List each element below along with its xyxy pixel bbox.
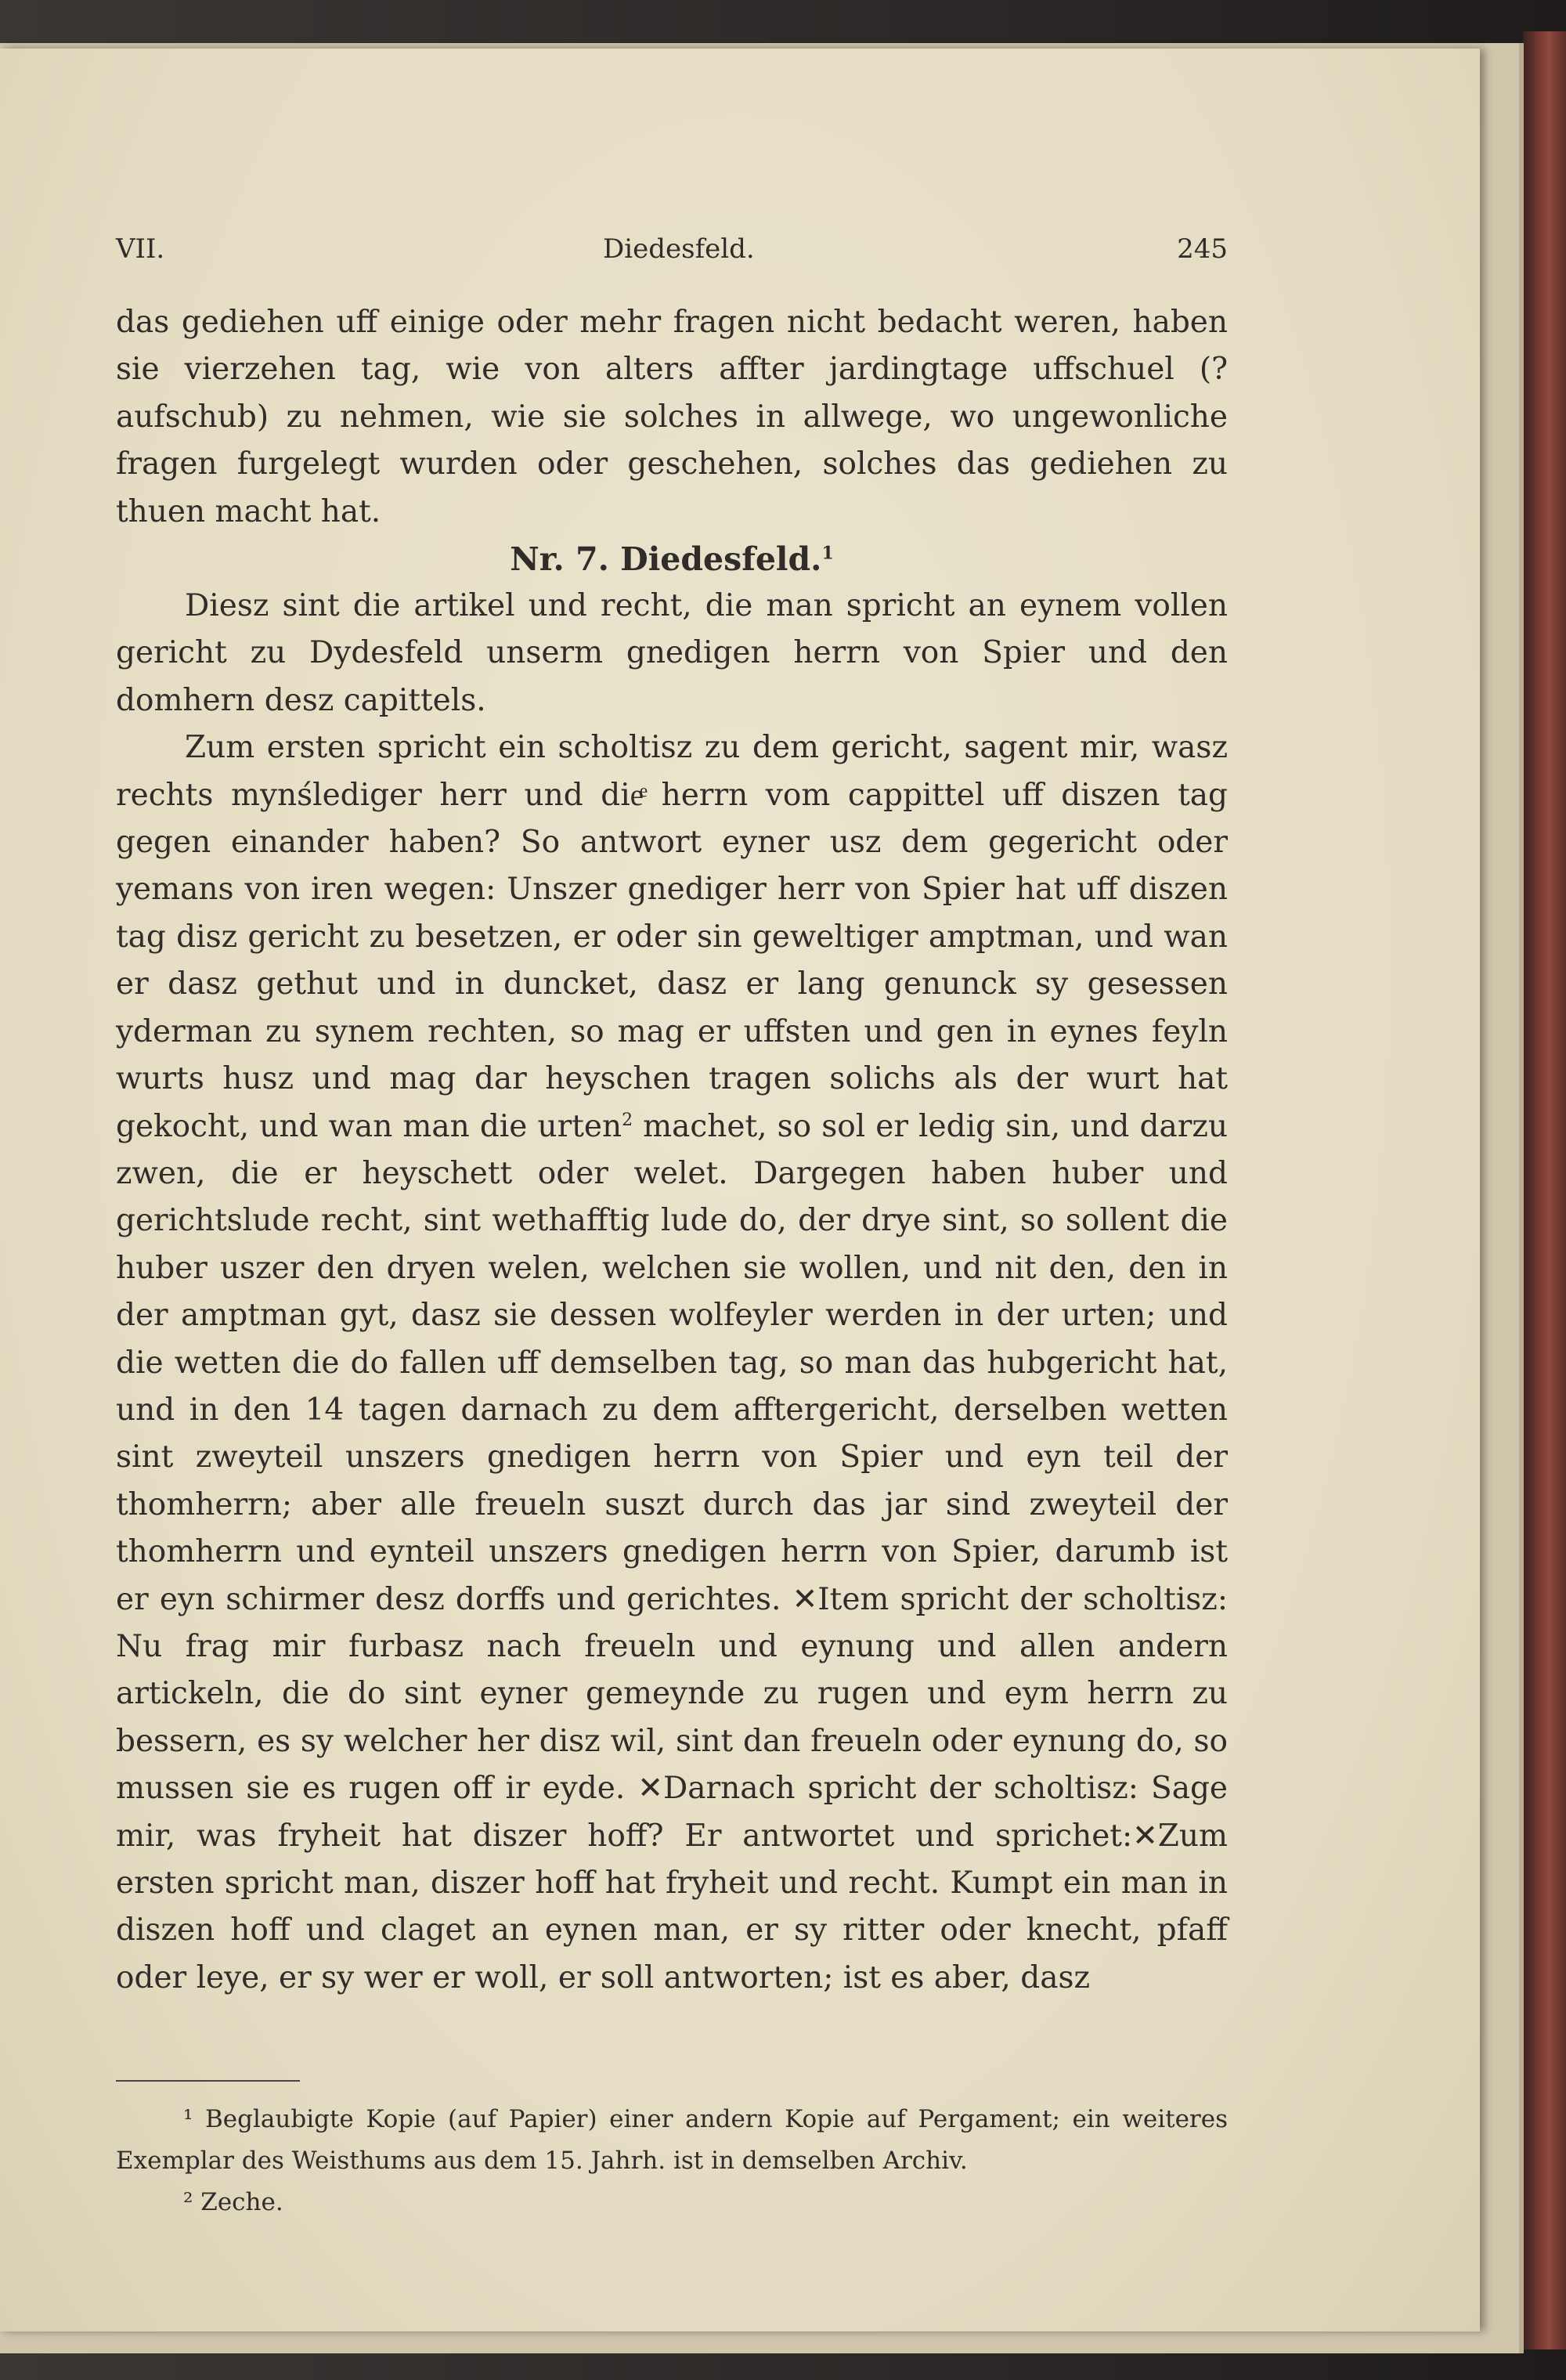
paragraph-intro: Diesz sint die artikel und recht, die man spricht an eynem vollen gericht zu Dydesfeld unserm gnedigen herrn von Spier und den domhern desz capittels. [116,588,1228,718]
footnote-ref-2: 2 [622,1110,633,1130]
running-title: Diedesfeld. [603,233,755,265]
footnote-1: ¹ Beglaubigte Kopie (auf Papier) einer andern Kopie auf Pergament; ein weiteres Exemplar des Weisthums aus dem 15. Jahrh. ist in demselben Archiv. [116,2105,1228,2175]
footnotes [116,2099,1228,2223]
paragraph-articles [116,724,1228,2002]
paragraph-articles-part-a: Zum ersten spricht ein scholtisz zu dem gericht, sagent mir, wasz rechts mynślediger herr und dieͤ herrn vom cappittel uff diszen tag gegen einander haben? So antwort eyner usz dem gegericht oder yemans von iren wegen: Unszer gnediger herr von Spier hat uff diszen tag disz gericht zu besetzen, er oder sin geweltiger amptman, und wan er dasz gethut und in duncket, dasz er lang genunck sy gesessen yderman zu synem rechten, so mag er uffsten und gen in eynes feyln wurts husz und mag dar heyschen tragen solichs als der wurt hat gekocht, und wan man die urten [116,730,1228,1144]
book-cover-edge [1523,31,1566,2349]
paragraph-continuation: das gediehen uff einige oder mehr fragen nicht bedacht weren, haben sie vierzehen tag, wie von alters affter jardingtage uffschuel (? aufschub) zu nehmen, wie sie solches in allwege, wo ungewonliche fragen furgelegt wurden oder geschehen, solches das gediehen zu thuen macht hat. [116,305,1228,529]
footnote-ref-1: 1 [821,543,834,564]
running-header [116,233,1228,280]
footnote-divider [116,2080,300,2082]
section-heading-text: Nr. 7. Diedesfeld. [510,540,822,579]
paragraph-articles-part-b: machet, so sol er ledig sin, und darzu zwen, die er heyschett oder welet. Dargegen haben huber und gerichtslude recht, sint wethafftig lude do, der drye sint, so sollent die huber uszer den dryen welen, welchen sie wollen, und nit den, den in der amptman gyt, dasz sie dessen wolfeyler werden in der urten; und die wetten die do fallen uff demselben tag, so man das hubgericht hat, und in den 14 tagen darnach zu dem afftergericht, derselben wetten sint zweyteil unszers gnedigen herrn von Spier und eyn teil der thomherrn; aber alle freueln suszt durch das jar sind zweyteil der thomherrn und eynteil unszers gnedigen herrn von Spier, darumb ist er eyn schirmer desz dorffs und gerichtes. ✕Item spricht der scholtisz: Nu frag mir furbasz nach freueln und eynung und allen andern artickeln, die do sint eyner gemeynde zu rugen und eym herrn zu bessern, es sy welcher her disz wil, sint dan freueln oder eynung do, so mussen sie es rugen off ir eyde. ✕Darnach spricht der scholtisz: Sage mir, was fryheit hat diszer hoff? Er antwortet und sprichet:✕Zum ersten spricht man, diszer hoff hat fryheit und recht. Kumpt ein man in diszen hoff und claget an eynen man, er sy ritter oder knecht, pfaff oder leye, er sy wer er woll, er soll antworten; ist es aber, dasz [116,1108,1229,1995]
main-text [116,299,1228,2002]
chapter-number: VII. [116,233,165,265]
footnote-2: ² Zeche. [183,2188,283,2216]
section-heading [116,536,1228,583]
book-page [0,49,1480,2331]
page-number: 245 [1177,233,1228,265]
